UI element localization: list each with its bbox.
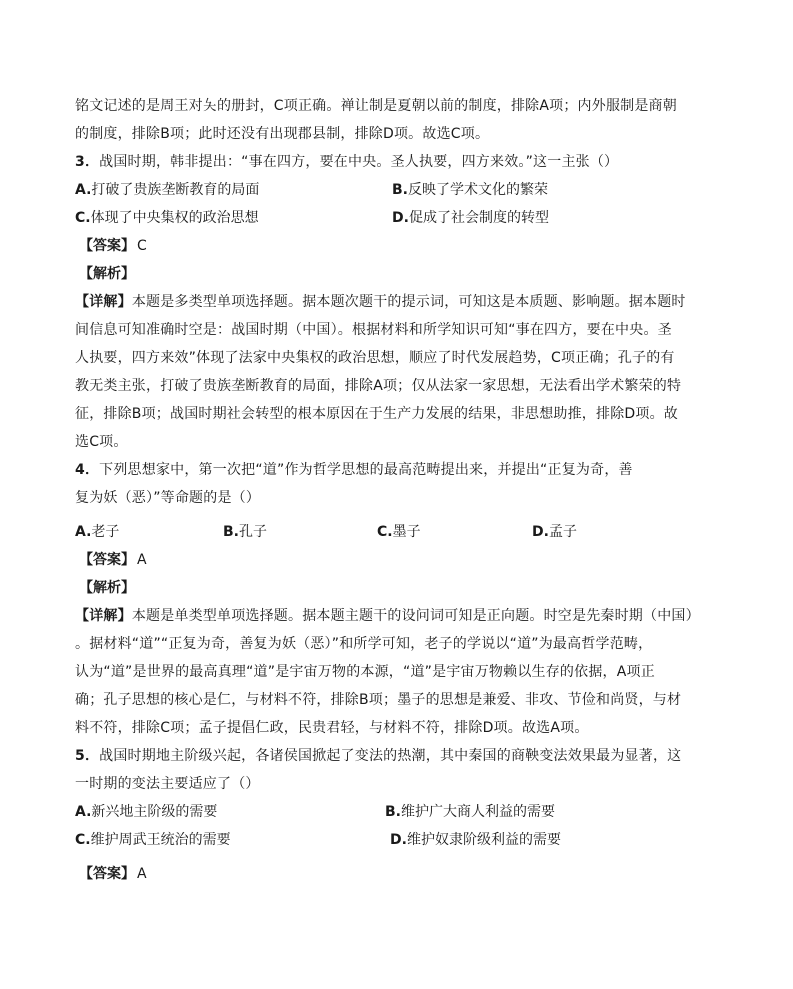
text-line: 【详解】本题是多类型单项选择题。据本题次题干的提示词，可知这是本质题、影响题。据本题时 — [75, 294, 686, 310]
text-line: 料不符，排除C项；孟子提倡仁政，民贵君轻，与材料不符，排除D项。故选A项。 — [75, 720, 589, 736]
answer-tag: 【答案】 — [79, 552, 135, 568]
option-a: A.老子 — [75, 524, 120, 540]
option-c: C.维护周武王统治的需要 — [75, 832, 231, 848]
option-b: B.反映了学术文化的繁荣 — [392, 182, 548, 198]
question-5-options-row-1 — [75, 798, 695, 826]
question-3-detail — [75, 288, 695, 456]
answer-tag: 【答案】 — [79, 238, 135, 254]
question-text: 战国时期，韩非提出：“事在四方，要在中央。圣人执要，四方来效。”这一主张（） — [99, 154, 619, 170]
answer-value: C — [137, 238, 147, 254]
text-line: 认为“道”是世界的最高真理“道”是宇宙万物的本源，“道”是宇宙万物赖以生存的依据，A项正 — [75, 664, 655, 680]
option-c: C.体现了中央集权的政治思想 — [75, 210, 259, 226]
text-line: 人执要，四方来效”体现了法家中央集权的政治思想，顺应了时代发展趋势，C项正确；孔子的有 — [75, 350, 675, 366]
text-line: 征，排除B项；战国时期社会转型的根本原因在于生产力发展的结果，非思想助推，排除D项。故 — [75, 406, 678, 422]
option-b: B.孔子 — [223, 524, 267, 540]
question-number: 3． — [75, 154, 100, 170]
answer-tag: 【答案】 — [79, 866, 135, 882]
question-4-stem — [75, 456, 695, 484]
text-line: 的制度，排除B项；此时还没有出现郡县制，排除D项。故选C项。 — [75, 126, 490, 142]
option-d: D.维护奴隶阶级利益的需要 — [390, 832, 561, 848]
question-text: 战国时期地主阶级兴起，各诸侯国掀起了变法的热潮，其中秦国的商鞅变法效果最为显著，这 — [99, 748, 682, 764]
option-b: B.维护广大商人利益的需要 — [385, 804, 555, 820]
detail-tag: 【详解】 — [75, 608, 132, 624]
question-text: 下列思想家中，第一次把“道”作为哲学思想的最高范畴提出来，并提出“正复为奇，善 — [99, 462, 633, 478]
question-5-stem — [75, 742, 695, 770]
question-5-stem-cont: 一时期的变法主要适应了（） — [75, 776, 260, 792]
question-number: 4． — [75, 462, 100, 478]
text-line: 间信息可知准确时空是：战国时期（中国）。根据材料和所学知识可知“事在四方，要在中央。圣 — [75, 322, 672, 338]
question-4-analysis-tag: 【解析】 — [79, 580, 135, 596]
document-content — [75, 92, 700, 888]
answer-value: A — [137, 552, 147, 568]
question-4-answer — [75, 546, 695, 574]
question-5-options-row-2 — [75, 826, 695, 854]
text-line: 【详解】本题是单类型单项选择题。据本题主题干的设问词可知是正向题。时空是先秦时期（中国） — [75, 608, 700, 624]
question-3-analysis-tag: 【解析】 — [79, 266, 135, 282]
text-line: 确；孔子思想的核心是仁，与材料不符，排除B项；墨子的思想是兼爱、非攻、节俭和尚贤，与材 — [75, 692, 682, 708]
option-a: A.打破了贵族垄断教育的局面 — [75, 182, 260, 198]
option-c: C.墨子 — [377, 524, 421, 540]
option-d: D.促成了社会制度的转型 — [392, 210, 549, 226]
question-4-options — [75, 518, 695, 546]
text-line: 铭文记述的是周王对夨的册封，C项正确。禅让制是夏朝以前的制度，排除A项；内外服制是商朝 — [75, 98, 677, 114]
question-4-stem-cont: 复为妖（恶）”等命题的是（） — [75, 490, 261, 506]
question-3-answer — [75, 232, 695, 260]
question-3-options-row-1 — [75, 176, 695, 204]
question-5-answer — [75, 860, 695, 888]
text-line: 。据材料“道”“正复为奇，善复为妖（恶）”和所学可知，老子的学说以“道”为最高哲学范畴， — [75, 636, 653, 652]
option-d: D.孟子 — [532, 524, 577, 540]
answer-value: A — [137, 866, 147, 882]
question-4-detail — [75, 602, 700, 742]
detail-tag: 【详解】 — [75, 294, 132, 310]
question-number: 5． — [75, 748, 100, 764]
text-line: 选C项。 — [75, 434, 128, 450]
text-line: 教无类主张，打破了贵族垄断教育的局面，排除A项；仅从法家一家思想，无法看出学术繁荣的特 — [75, 378, 682, 394]
option-a: A.新兴地主阶级的需要 — [75, 804, 218, 820]
question-3-options-row-2 — [75, 204, 695, 232]
prev-explanation — [75, 92, 695, 148]
question-3-stem — [75, 148, 695, 176]
